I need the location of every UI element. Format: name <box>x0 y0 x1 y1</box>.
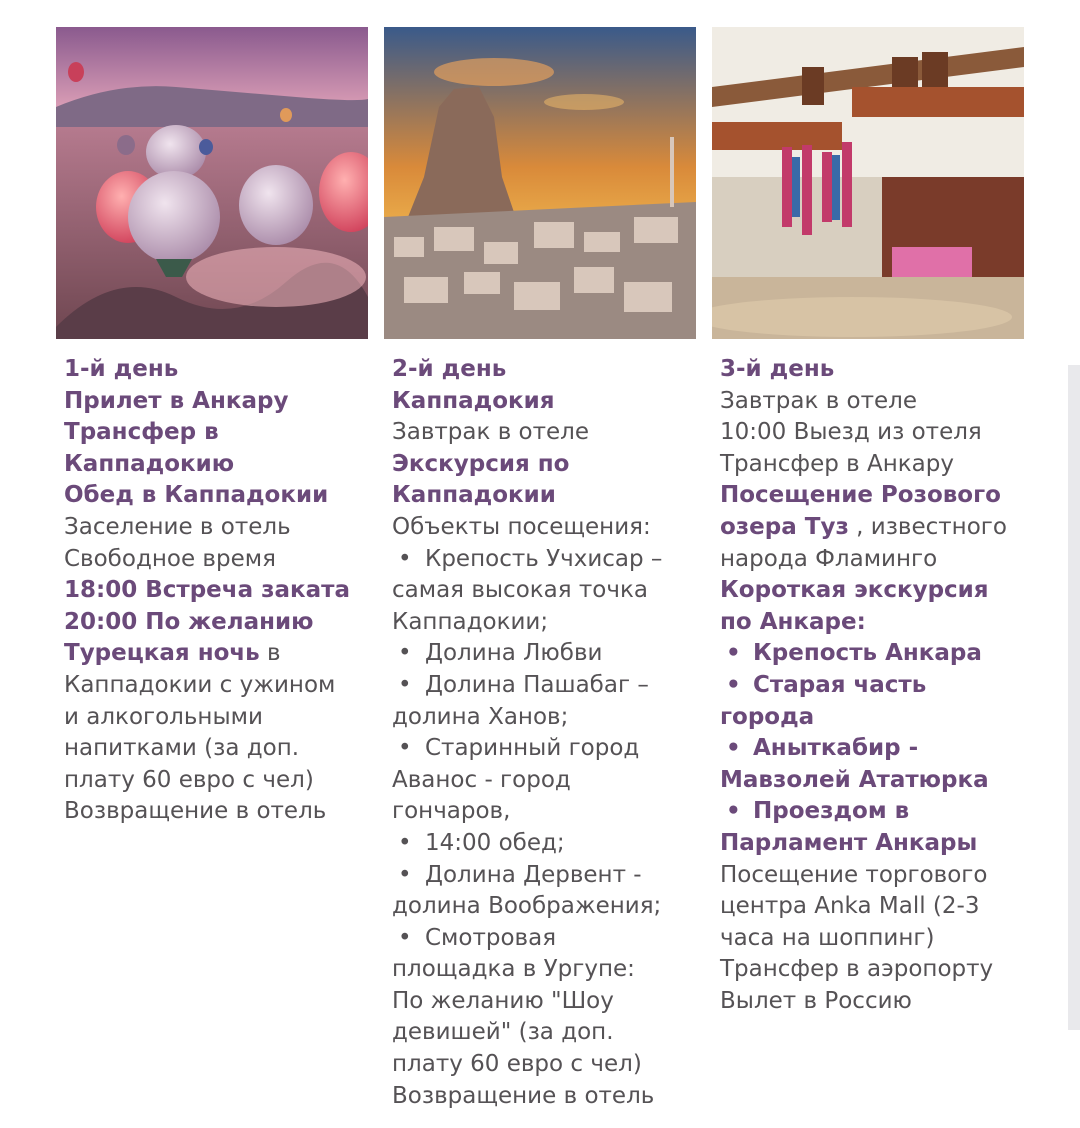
line-text: Каппадокии; <box>392 608 549 635</box>
day-2-line <box>392 1049 696 1081</box>
day-3-line <box>720 417 1024 449</box>
day-1-line <box>64 702 368 734</box>
line-text: Крепость Анкара <box>753 640 982 667</box>
line-text: Каппадокии с ужином <box>64 671 336 698</box>
line-tail-text: в <box>259 640 281 667</box>
line-text: 10:00 Выезд из отеля <box>720 419 982 446</box>
day-1-line <box>64 765 368 797</box>
line-text: Посещение Розового <box>720 482 1001 509</box>
line-text: часа на шоппинг) <box>720 924 935 951</box>
line-text: Обед в Каппадокии <box>64 482 329 509</box>
day-2-line <box>392 954 696 986</box>
uchisar-castle-image <box>384 27 696 339</box>
day-2-line <box>392 544 696 576</box>
day-2-line <box>392 860 696 892</box>
bullet-icon: • <box>398 671 412 698</box>
day-3-line <box>720 480 1024 512</box>
day-1-line <box>64 575 368 607</box>
day-2-line <box>392 480 696 512</box>
line-text: Долина Пашабаг – <box>425 671 649 698</box>
day-1-column <box>56 27 368 828</box>
day-2-line <box>392 354 696 386</box>
day-2-line <box>392 796 696 828</box>
line-text: Каппадокии <box>392 482 556 509</box>
line-text: Вылет в Россию <box>720 987 912 1014</box>
day-2-line <box>392 986 696 1018</box>
day-3-line <box>720 923 1024 955</box>
day-2-line <box>392 638 696 670</box>
day-1-line <box>64 607 368 639</box>
bullet-icon: • <box>398 829 412 856</box>
bullet-icon: • <box>726 798 741 825</box>
line-text: девишей" (за доп. <box>392 1019 614 1046</box>
line-text: центра Anka Mall (2-3 <box>720 893 980 920</box>
line-text: Заселение в отель <box>64 513 291 540</box>
line-text: Завтрак в отеле <box>392 419 590 446</box>
line-text: озера Туз <box>720 513 849 540</box>
line-text: Возвращение в отель <box>64 798 327 825</box>
day-2-description <box>384 354 696 1112</box>
day-3-line <box>720 354 1024 386</box>
day-1-photo <box>56 27 368 339</box>
line-text: и алкогольными <box>64 703 263 730</box>
day-2-photo <box>384 27 696 339</box>
line-text: Долина Дервент - <box>425 861 642 888</box>
line-text: по Анкаре: <box>720 608 866 635</box>
hot-air-balloons-image <box>56 27 368 339</box>
line-text: Трансфер в аэропорту <box>720 956 994 983</box>
day-3-line <box>720 796 1024 828</box>
day-3-description <box>712 354 1024 1017</box>
line-text: Каппадокия <box>392 387 555 414</box>
line-text: гончаров, <box>392 798 511 825</box>
day-2-line <box>392 765 696 797</box>
day-1-line <box>64 796 368 828</box>
line-text: Смотровая <box>425 924 557 951</box>
day-3-line <box>720 449 1024 481</box>
line-text: Крепость Учхисар – <box>425 545 663 572</box>
line-text: 18:00 Встреча заката <box>64 577 350 604</box>
day-3-line <box>720 860 1024 892</box>
bullet-icon: • <box>398 735 412 762</box>
line-text: Экскурсия по <box>392 450 570 477</box>
bullet-icon: • <box>398 924 412 951</box>
day-1-line <box>64 449 368 481</box>
day-3-line <box>720 702 1024 734</box>
day-1-line <box>64 544 368 576</box>
day-3-line <box>720 733 1024 765</box>
line-text: Старинный город <box>425 735 640 762</box>
day-1-line <box>64 733 368 765</box>
day-3-line <box>720 638 1024 670</box>
ankara-street-image <box>712 27 1024 339</box>
line-text: Трансфер в Анкару <box>720 450 954 477</box>
day-3-line <box>720 891 1024 923</box>
day-3-line <box>720 986 1024 1018</box>
line-text: 20:00 По желанию <box>64 608 314 635</box>
line-text: города <box>720 703 815 730</box>
day-1-line <box>64 386 368 418</box>
line-text: 14:00 обед; <box>425 829 565 856</box>
bullet-icon: • <box>398 545 412 572</box>
day-3-line <box>720 670 1024 702</box>
line-text: Короткая экскурсия <box>720 577 989 604</box>
line-text: Завтрак в отеле <box>720 387 918 414</box>
scrollbar[interactable] <box>1068 365 1080 1030</box>
day-2-line <box>392 828 696 860</box>
line-text: плату 60 евро с чел) <box>64 766 314 793</box>
day-3-line <box>720 512 1024 544</box>
day-3-photo <box>712 27 1024 339</box>
day-2-line <box>392 449 696 481</box>
day-2-line <box>392 512 696 544</box>
day-3-line <box>720 828 1024 860</box>
line-text: самая высокая точка <box>392 577 648 604</box>
day-2-line <box>392 733 696 765</box>
line-text: площадка в Ургупе: <box>392 956 635 983</box>
day-1-line <box>64 670 368 702</box>
line-text: 1-й день <box>64 356 179 382</box>
day-2-line <box>392 891 696 923</box>
line-text: Возвращение в отель <box>392 1082 655 1109</box>
line-text: Прилет в Анкару <box>64 387 289 414</box>
line-text: По желанию "Шоу <box>392 987 614 1014</box>
day-2-line <box>392 575 696 607</box>
day-3-line <box>720 575 1024 607</box>
line-text: Объекты посещения: <box>392 513 651 540</box>
day-3-line <box>720 386 1024 418</box>
bullet-icon: • <box>726 671 741 698</box>
day-3-line <box>720 765 1024 797</box>
line-text: Каппадокию <box>64 450 235 477</box>
line-text: Проездом в <box>753 798 910 825</box>
line-text: Трансфер в <box>64 419 219 446</box>
line-text: плату 60 евро с чел) <box>392 1051 642 1078</box>
line-text: Аныткабир - <box>753 735 919 762</box>
bullet-icon: • <box>398 640 412 667</box>
line-text: напитками (за доп. <box>64 735 300 762</box>
day-2-line <box>392 702 696 734</box>
line-text: Старая часть <box>753 671 927 698</box>
day-3-line <box>720 954 1024 986</box>
day-1-line <box>64 512 368 544</box>
day-3-column <box>712 27 1024 1017</box>
day-2-line <box>392 923 696 955</box>
line-text: Турецкая ночь <box>64 640 260 667</box>
day-2-line <box>392 670 696 702</box>
day-2-line <box>392 607 696 639</box>
day-3-line <box>720 607 1024 639</box>
day-1-line <box>64 638 368 670</box>
line-text: Парламент Анкары <box>720 829 978 856</box>
line-text: долина Ханов; <box>392 703 569 730</box>
day-1-line <box>64 354 368 386</box>
line-tail-text: , известного <box>848 513 1007 540</box>
line-text: Аванос - город <box>392 766 571 793</box>
line-text: 3-й день <box>720 356 835 382</box>
day-2-line <box>392 386 696 418</box>
day-2-line <box>392 1081 696 1113</box>
line-text: долина Воображения; <box>392 893 662 920</box>
day-1-description <box>56 354 368 828</box>
day-2-line <box>392 1017 696 1049</box>
line-text: 2-й день <box>392 356 507 382</box>
day-2-line <box>392 417 696 449</box>
line-text: Долина Любви <box>425 640 603 667</box>
line-text: Посещение торгового <box>720 861 988 888</box>
day-1-line <box>64 417 368 449</box>
bullet-icon: • <box>726 640 741 667</box>
day-2-column <box>384 27 696 1112</box>
day-1-line <box>64 480 368 512</box>
day-3-line <box>720 544 1024 576</box>
line-text: Свободное время <box>64 545 276 572</box>
bullet-icon: • <box>726 735 741 762</box>
bullet-icon: • <box>398 861 412 888</box>
line-text: народа Фламинго <box>720 545 938 572</box>
line-text: Мавзолей Ататюрка <box>720 766 989 793</box>
